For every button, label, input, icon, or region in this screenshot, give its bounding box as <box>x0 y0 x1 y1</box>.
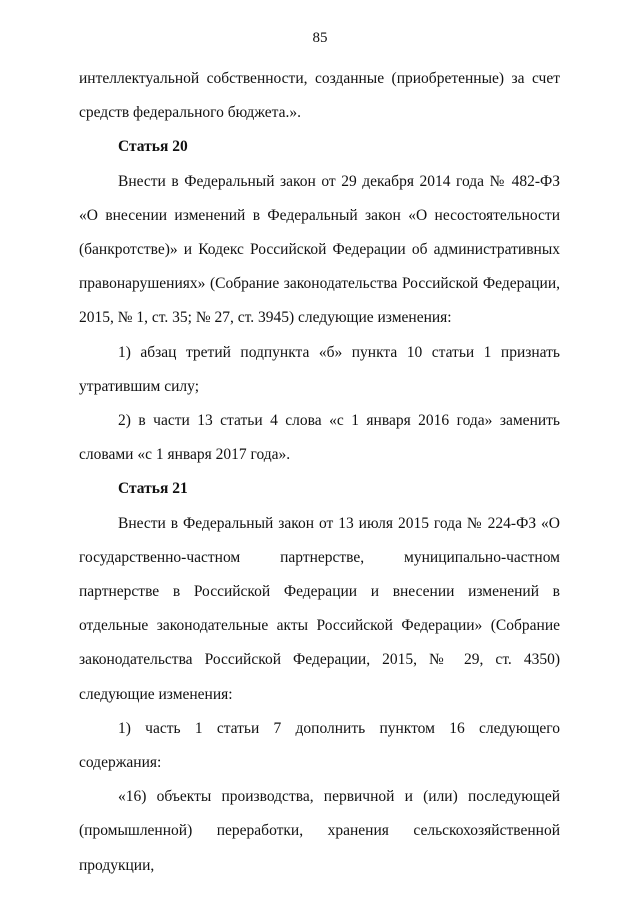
document-body <box>79 62 560 883</box>
article-21-heading: Статья 21 <box>118 480 188 498</box>
article-20-heading: Статья 20 <box>118 138 188 156</box>
paragraph-continuation: интеллектуальной собственности, созданные (приобретенные) за счет средств федерального бюджета.». <box>79 70 560 122</box>
article-20-item-1: 1) абзац третий подпункта «б» пункта 10 статьи 1 признать утратившим силу; <box>79 343 560 395</box>
article-21-item-16: «16) объекты производства, первичной и (или) последующей (промышленной) переработки, хранения сельскохозяйственной продукции, <box>79 788 560 874</box>
article-21-intro: Внести в Федеральный закон от 13 июля 2015 года № 224-ФЗ «О государственно-частном партнерстве, муниципально-частном партнерстве в Российской Федерации и внесении изменений в отдельные законодательные акты Российской Федерации» (Собрание законодательства Российской Федерации, 2015, № 29, ст. 4350) следующие изменения: <box>79 514 560 703</box>
page-number: 85 <box>312 30 328 46</box>
article-20-item-2: 2) в части 13 статьи 4 слова «с 1 января 2016 года» заменить словами «с 1 января 2017 года». <box>79 412 560 464</box>
article-21-item-1: 1) часть 1 статьи 7 дополнить пунктом 16 следующего содержания: <box>79 719 560 772</box>
article-20-intro: Внести в Федеральный закон от 29 декабря 2014 года № 482-ФЗ «О внесении изменений в Федеральный закон «О несостоятельности (банкротстве)» и Кодекс Российской Федерации об административных правонарушениях» (Собрание законодательства Российской Федерации, 2015, № 1, ст. 35; № 27, ст. 3945) следующие изменения: <box>79 172 560 327</box>
